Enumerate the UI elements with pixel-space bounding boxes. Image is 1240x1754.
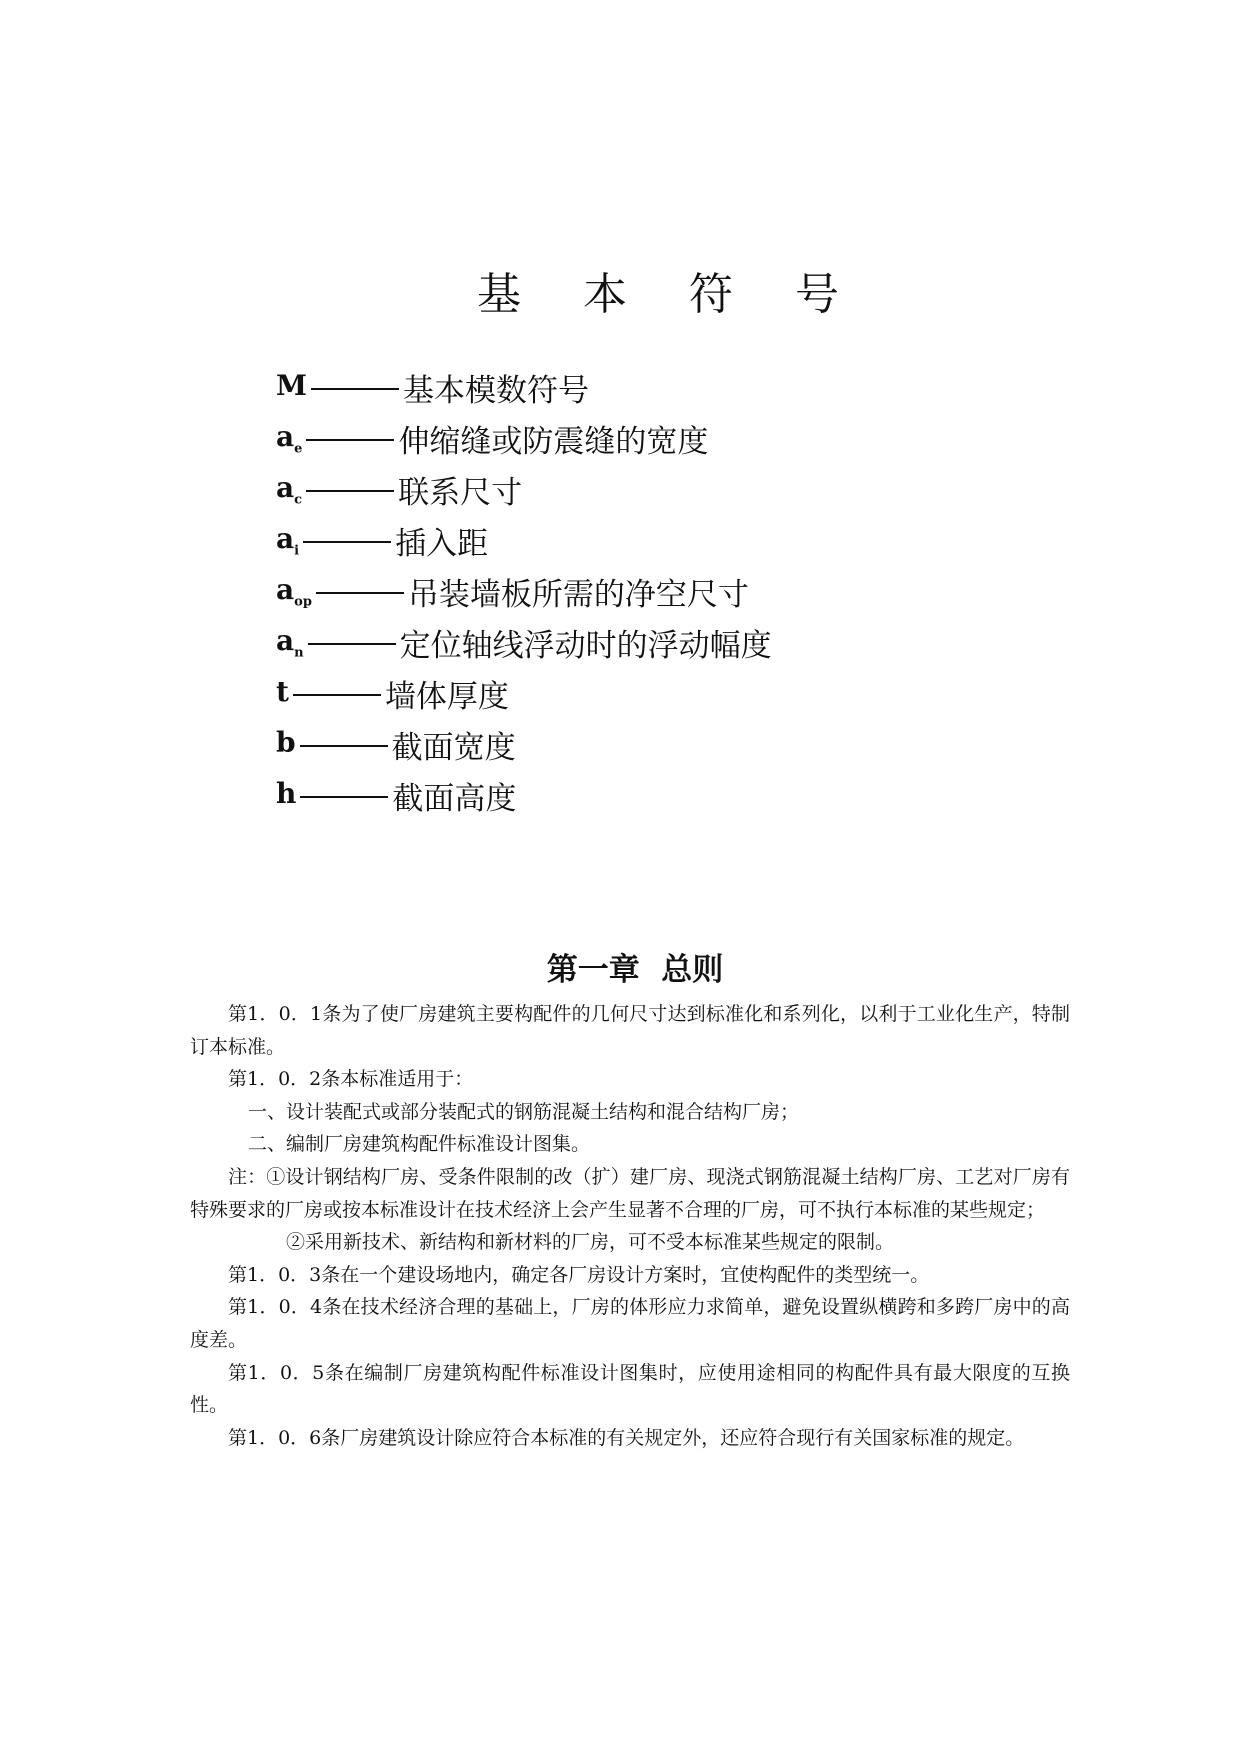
dash-separator (308, 643, 396, 645)
dash-separator (300, 796, 388, 798)
symbol-item (276, 464, 772, 515)
dash-separator (311, 388, 399, 390)
dash-separator (300, 745, 388, 747)
symbol-item (276, 566, 772, 617)
symbol-description: 伸缩缝或防震缝的宽度 (398, 424, 709, 460)
dash-separator (303, 541, 391, 543)
symbol-item (276, 362, 772, 413)
symbol-item (276, 668, 772, 719)
symbol-letter: $a_n$ (276, 624, 304, 661)
symbol-letter: $a_e$ (276, 420, 303, 457)
paragraph-1-0-1: 第1．0．1条为了使厂房建筑主要构配件的几何尺寸达到标准化和系列化，以利于工业化生产，特制订本标准。 (190, 1003, 1070, 1058)
symbol-description: 联系尺寸 (398, 475, 523, 511)
symbol-item (276, 719, 772, 770)
list-item-1: 一、设计装配式或部分装配式的钢筋混凝土结构和混合结构厂房； (248, 1100, 800, 1123)
chapter-body (190, 998, 1070, 1454)
note-1: 注：①设计钢结构厂房、受条件限制的改（扩）建厂房、现浇式钢筋混凝土结构厂房、工艺对厂房有特殊要求的厂房或按本标准设计在技术经济上会产生显著不合理的厂房，可不执行本标准的某些规定； (190, 1165, 1070, 1221)
paragraph-1-0-4: 第1．0．4条在技术经济合理的基础上，厂房的体形应力求简单，避免设置纵横跨和多跨厂房中的高度差。 (190, 1296, 1070, 1351)
list-item-2: 二、编制厂房建筑构配件标准设计图集。 (248, 1133, 591, 1156)
symbol-letter: $a_c$ (276, 471, 303, 508)
symbol-item (276, 770, 772, 821)
symbol-description: 墙体厚度 (384, 679, 509, 715)
dash-separator (306, 439, 394, 441)
paragraph-1-0-2: 第1．0．2条本标准适用于： (228, 1068, 474, 1091)
paragraph-1-0-3: 第1．0．3条在一个建设场地内，确定各厂房设计方案时，宜使构配件的类型统一。 (228, 1263, 930, 1286)
symbol-letter: t (276, 675, 289, 709)
symbol-description: 基本模数符号 (403, 373, 589, 409)
symbol-description: 截面宽度 (391, 730, 516, 766)
symbol-letter: M (276, 369, 307, 403)
paragraph-1-0-5: 第1．0．5条在编制厂房建筑构配件标准设计图集时，应使用途相同的构配件具有最大限度的互换性。 (190, 1361, 1070, 1417)
dash-separator (306, 490, 394, 492)
symbol-letter: $a_i$ (276, 522, 300, 559)
symbol-item (276, 515, 772, 566)
symbol-description: 截面高度 (392, 781, 517, 817)
symbol-description: 定位轴线浮动时的浮动幅度 (399, 628, 772, 664)
dash-separator (293, 694, 381, 696)
symbol-letter: $a_{op}$ (276, 573, 312, 610)
symbol-item (276, 617, 772, 668)
symbol-letter: h (276, 777, 297, 811)
paragraph-1-0-6: 第1．0．6条厂房建筑设计除应符合本标准的有关规定外，还应符合现行有关国家标准的规定。 (228, 1426, 1025, 1449)
chapter-title: 第一章 总则 (546, 952, 724, 988)
symbol-list (276, 362, 772, 821)
symbols-section-title: 基 本 符 号 (477, 269, 863, 320)
symbol-item (276, 413, 772, 464)
symbol-letter: b (276, 726, 296, 760)
symbol-description: 插入距 (395, 526, 489, 562)
note-2: ②采用新技术、新结构和新材料的厂房，可不受本标准某些规定的限制。 (286, 1231, 895, 1254)
dash-separator (316, 592, 404, 594)
symbol-description: 吊装墙板所需的净空尺寸 (407, 577, 749, 613)
